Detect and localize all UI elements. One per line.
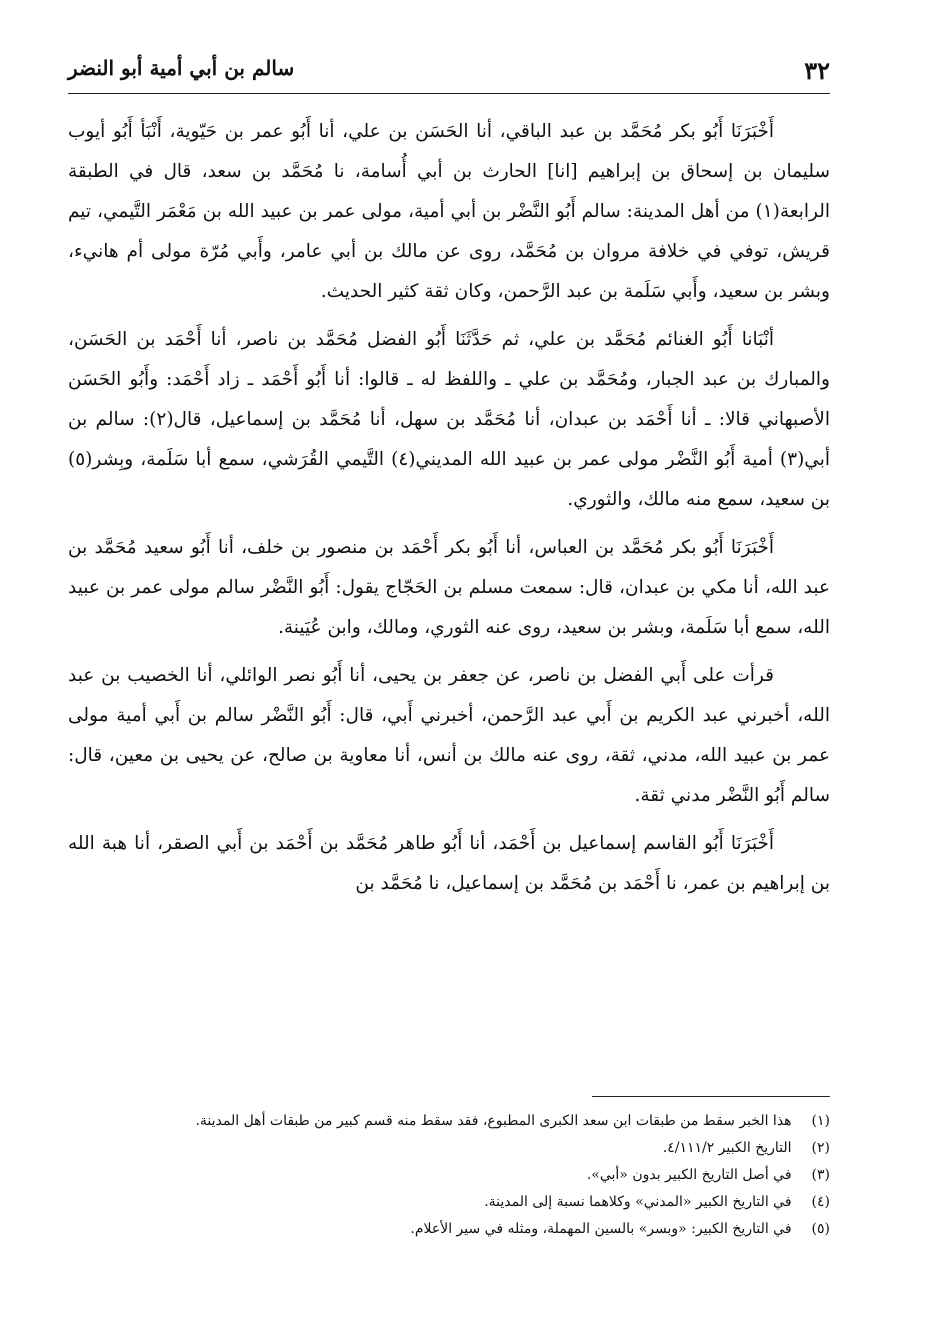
footnote-text: في أصل التاريخ الكبير بدون «أبي». — [586, 1167, 792, 1183]
footnotes — [68, 1108, 830, 1243]
paragraph-3: أَخْبَرَنَا أَبُو بكر مُحَمَّد بن العباس، أنا أَبُو بكر أَحْمَد بن منصور بن خلف، أنا أَبُو سعيد مُحَمَّد بن عبد الله، أنا مكي بن عبدان، قال: سمعت مسلم بن الحَجّاج يقول: أَبُو النَّضْر سالم مولى عمر بن عبيد الله، سمع أبا سَلَمة، وبشر بن سعيد، روى عنه الثوري، ومالك، وابن عُيَينة. — [68, 537, 830, 638]
page-header — [68, 52, 830, 92]
footnote — [68, 1216, 830, 1243]
footnote-divider — [592, 1096, 830, 1097]
header-divider — [68, 93, 830, 94]
footnote-number: (٤) — [811, 1194, 830, 1210]
footnote-number: (١) — [811, 1113, 830, 1129]
footnote-text: التاريخ الكبير ٤/١١١/٢. — [662, 1140, 792, 1156]
footnote-number: (٥) — [811, 1221, 830, 1237]
paragraph-2: أنْبَانا أَبُو الغنائم مُحَمَّد بن علي، ثم حَدَّثَنَا أَبُو الفضل مُحَمَّد بن ناصر، أنا أَحْمَد بن الحَسَن، والمبارك بن عبد الجبار، ومُحَمَّد بن علي ـ واللفظ له ـ قالوا: أنا أَبُو أَحْمَد ـ زاد أَحْمَد: وأَبُو الحَسَن الأصبهاني قالا: ـ أنا أَحْمَد بن عبدان، أنا مُحَمَّد بن سهل، أنا مُحَمَّد بن إسماعيل، قال(٢): سالم بن أبي(٣) أمية أَبُو النَّضْر مولى عمر بن عبيد الله المديني(٤) التَّيمي القُرَشي، سمع أبا سَلَمة، وبِشر(٥) بن سعيد، سمع منه مالك، والثوري. — [68, 329, 830, 510]
footnote-text: في التاريخ الكبير «المدني» وكلاهما نسبة إلى المدينة. — [484, 1194, 792, 1210]
main-text — [68, 112, 830, 904]
footnote-text: هذا الخبر سقط من طبقات ابن سعد الكبرى المطبوع، فقد سقط منه قسم كبير من طبقات أهل المدينة. — [195, 1113, 792, 1129]
paragraph-4: قرأت على أَبي الفضل بن ناصر، عن جعفر بن يحيى، أنا أَبُو نصر الوائلي، أنا الخصيب بن عبد الله، أخبرني عبد الكريم بن أَبي عبد الرَّحمن، أخبرني أَبي، قال: أَبُو النَّضْر سالم بن أَبي أمية مولى عمر بن عبيد الله، مدني، ثقة، روى عنه مالك بن أنس، أنا معاوية بن صالح، عن يحيى بن معين، قال: سالم أَبُو النَّضْر مدني ثقة. — [68, 665, 830, 806]
paragraph-1: أَخْبَرَنَا أَبُو بكر مُحَمَّد بن عبد الباقي، أنا الحَسَن بن علي، أنا أَبُو عمر بن حَيّوية، أَنْبَأ أَبُو أيوب سليمان بن إسحاق بن إبراهيم [انا] الحارث بن أبي أُسامة، نا مُحَمَّد بن سعد، قال في الطبقة الرابعة(١) من أهل المدينة: سالم أَبُو النَّضْر بن أبي أمية، مولى عمر بن عبيد الله بن مَعْمَر التَّيمي، تيم قريش، توفي في خلافة مروان بن مُحَمَّد، روى عن مالك بن أبي عامر، وأَبي مُرّة مولى أم هانيء، وبشر بن سعيد، وأَبي سَلَمة بن عبد الرَّحمن، وكان ثقة كثير الحديث. — [68, 121, 830, 302]
footnote — [68, 1135, 830, 1162]
footnote — [68, 1108, 830, 1135]
footnote-text: في التاريخ الكبير: «وبسر» بالسين المهملة، ومثله في سير الأعلام. — [410, 1221, 792, 1237]
footnote-number: (٢) — [811, 1140, 830, 1156]
footnote-number: (٣) — [811, 1167, 830, 1183]
footnote — [68, 1189, 830, 1216]
page-number: ٣٢ — [804, 56, 830, 85]
footnote — [68, 1162, 830, 1189]
running-title: سالم بن أبي أمية أبو النضر — [68, 56, 295, 80]
paragraph-5: أَخْبَرَنَا أَبُو القاسم إسماعيل بن أَحْمَد، أنا أَبُو طاهر مُحَمَّد بن أَحْمَد بن أَبي الصقر، أنا هبة الله بن إبراهيم بن عمر، نا أَحْمَد بن مُحَمَّد بن إسماعيل، نا مُحَمَّد بن — [68, 833, 830, 894]
